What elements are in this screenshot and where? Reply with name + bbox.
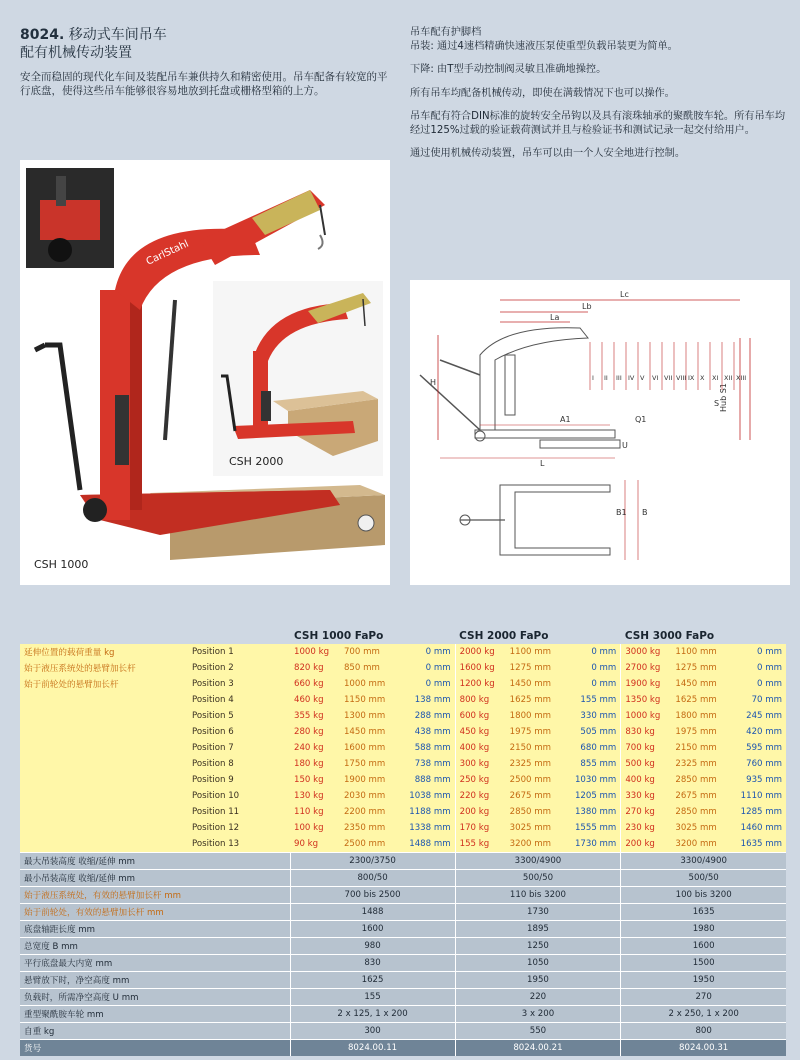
reach-mm: 1800 mm — [506, 708, 563, 724]
spec-value: 1950 — [621, 972, 786, 989]
front-reach-mm: 1038 mm — [397, 788, 455, 804]
spec-value: 3300/4900 — [621, 853, 786, 870]
reach-mm: 2350 mm — [340, 820, 397, 836]
pos-roman-2: II — [604, 374, 608, 382]
spec-label: 重型聚酰胺车轮 mm — [20, 1006, 290, 1023]
dim-hub: Hub S1 — [719, 383, 728, 412]
spec-value: 300 — [290, 1023, 455, 1040]
row-description — [20, 692, 188, 708]
label-csh-1000: CSH 1000 — [34, 558, 89, 571]
front-reach-mm: 1555 mm — [563, 820, 621, 836]
position-label: Position 3 — [188, 676, 290, 692]
reach-mm: 1450 mm — [671, 676, 728, 692]
front-reach-mm: 0 mm — [729, 644, 786, 660]
spec-row — [20, 921, 786, 938]
load-kg: 150 kg — [290, 772, 340, 788]
inset-photo — [212, 280, 384, 477]
pos-roman-9: IX — [688, 374, 695, 382]
reach-mm: 2150 mm — [506, 740, 563, 756]
table-row — [20, 676, 786, 692]
row-description — [20, 804, 188, 820]
table-row — [20, 740, 786, 756]
dim-b: B — [642, 508, 648, 517]
front-reach-mm: 0 mm — [397, 644, 455, 660]
dim-lc: Lc — [620, 290, 629, 299]
front-reach-mm: 505 mm — [563, 724, 621, 740]
spec-value: 1625 — [290, 972, 455, 989]
spec-row — [20, 955, 786, 972]
spec-row — [20, 904, 786, 921]
spec-label: 始于液压系统处，有效的悬臂加长杆 mm — [20, 887, 290, 904]
load-kg: 820 kg — [290, 660, 340, 676]
load-kg: 2000 kg — [455, 644, 506, 660]
position-label: Position 8 — [188, 756, 290, 772]
header-spacer — [20, 628, 290, 644]
reach-mm: 2150 mm — [671, 740, 728, 756]
reach-mm: 2200 mm — [340, 804, 397, 820]
front-reach-mm: 680 mm — [563, 740, 621, 756]
load-kg: 1200 kg — [455, 676, 506, 692]
reach-mm: 2850 mm — [671, 772, 728, 788]
spec-row — [20, 870, 786, 887]
load-kg: 600 kg — [455, 708, 506, 724]
reach-mm: 1100 mm — [671, 644, 728, 660]
front-reach-mm: 420 mm — [729, 724, 786, 740]
reach-mm: 1600 mm — [340, 740, 397, 756]
front-reach-mm: 0 mm — [729, 676, 786, 692]
table-row — [20, 756, 786, 772]
spec-value: 1730 — [455, 904, 621, 921]
front-reach-mm: 330 mm — [563, 708, 621, 724]
reach-mm: 1975 mm — [506, 724, 563, 740]
spec-label: 负载时，所需净空高度 U mm — [20, 989, 290, 1006]
pos-roman-13: XIII — [736, 374, 747, 382]
position-label: Position 9 — [188, 772, 290, 788]
dim-l: L — [540, 459, 545, 468]
load-kg: 110 kg — [290, 804, 340, 820]
front-reach-mm: 595 mm — [729, 740, 786, 756]
front-reach-mm: 1188 mm — [397, 804, 455, 820]
spec-value: 270 — [621, 989, 786, 1006]
spec-value: 1500 — [621, 955, 786, 972]
load-kg: 400 kg — [621, 772, 672, 788]
load-kg: 1000 kg — [621, 708, 672, 724]
spec-value: 1050 — [455, 955, 621, 972]
dim-b1: B1 — [616, 508, 627, 517]
table-row — [20, 644, 786, 660]
spec-label: 平行底盘最大内宽 mm — [20, 955, 290, 972]
load-kg: 1350 kg — [621, 692, 672, 708]
feature-p1-l2: 吊装: 通过4速档精确快速液压泵使重型负载吊装更为简单。 — [410, 40, 678, 52]
spec-row — [20, 1023, 786, 1040]
front-reach-mm: 0 mm — [397, 660, 455, 676]
position-label: Position 6 — [188, 724, 290, 740]
reach-mm: 1275 mm — [671, 660, 728, 676]
front-reach-mm: 245 mm — [729, 708, 786, 724]
load-kg: 90 kg — [290, 836, 340, 853]
spec-value: 500/50 — [621, 870, 786, 887]
spec-value: 8024.00.21 — [455, 1040, 621, 1057]
reach-mm: 2850 mm — [506, 804, 563, 820]
spec-value: 155 — [290, 989, 455, 1006]
spec-value: 1895 — [455, 921, 621, 938]
dim-lb: Lb — [582, 302, 592, 311]
front-reach-mm: 1205 mm — [563, 788, 621, 804]
technical-drawing — [410, 280, 790, 585]
front-reach-mm: 738 mm — [397, 756, 455, 772]
row-description: 始于液压系统处的悬臂加长杆 — [20, 660, 188, 676]
reach-mm: 1000 mm — [340, 676, 397, 692]
spec-value: 3300/4900 — [455, 853, 621, 870]
load-kg: 180 kg — [290, 756, 340, 772]
front-reach-mm: 1380 mm — [563, 804, 621, 820]
front-reach-mm: 760 mm — [729, 756, 786, 772]
spec-value: 1250 — [455, 938, 621, 955]
spec-value: 1980 — [621, 921, 786, 938]
table-row — [20, 724, 786, 740]
table-row — [20, 788, 786, 804]
spec-value: 1950 — [455, 972, 621, 989]
spec-value: 1600 — [290, 921, 455, 938]
load-kg: 460 kg — [290, 692, 340, 708]
reach-mm: 2850 mm — [671, 804, 728, 820]
front-reach-mm: 588 mm — [397, 740, 455, 756]
front-reach-mm: 1030 mm — [563, 772, 621, 788]
spec-value: 830 — [290, 955, 455, 972]
load-kg: 500 kg — [621, 756, 672, 772]
row-description — [20, 836, 188, 853]
pos-roman-3: III — [616, 374, 622, 382]
front-reach-mm: 1730 mm — [563, 836, 621, 853]
spec-value: 110 bis 3200 — [455, 887, 621, 904]
reach-mm: 1300 mm — [340, 708, 397, 724]
spec-row — [20, 972, 786, 989]
front-reach-mm: 1635 mm — [729, 836, 786, 853]
position-label: Position 13 — [188, 836, 290, 853]
spec-value: 3 x 200 — [455, 1006, 621, 1023]
spec-value: 1635 — [621, 904, 786, 921]
load-kg: 830 kg — [621, 724, 672, 740]
table-row — [20, 804, 786, 820]
load-kg: 450 kg — [455, 724, 506, 740]
reach-mm: 3025 mm — [506, 820, 563, 836]
spec-label: 底盘轴距长度 mm — [20, 921, 290, 938]
spec-value: 800 — [621, 1023, 786, 1040]
dim-a1: A1 — [560, 415, 571, 424]
pos-roman-6: VI — [652, 374, 659, 382]
front-reach-mm: 1285 mm — [729, 804, 786, 820]
table-row — [20, 660, 786, 676]
load-kg: 170 kg — [455, 820, 506, 836]
reach-mm: 1900 mm — [340, 772, 397, 788]
position-label: Position 1 — [188, 644, 290, 660]
spec-value: 2 x 125, 1 x 200 — [290, 1006, 455, 1023]
reach-mm: 1150 mm — [340, 692, 397, 708]
dim-h: H — [430, 378, 437, 387]
load-kg: 300 kg — [455, 756, 506, 772]
spec-row — [20, 1006, 786, 1023]
spec-row — [20, 989, 786, 1006]
load-kg: 240 kg — [290, 740, 340, 756]
row-description: 延伸位置的载荷重量 kg — [20, 644, 188, 660]
row-description — [20, 740, 188, 756]
table-row — [20, 692, 786, 708]
feature-p3: 所有吊车均配备机械传动，即使在满载情况下也可以操作。 — [410, 87, 675, 99]
spec-value: 980 — [290, 938, 455, 955]
row-description — [20, 788, 188, 804]
front-reach-mm: 1110 mm — [729, 788, 786, 804]
reach-mm: 1975 mm — [671, 724, 728, 740]
pos-roman-7: VII — [664, 374, 673, 382]
load-kg: 1000 kg — [290, 644, 340, 660]
row-description — [20, 708, 188, 724]
spec-label: 悬臂放下时，净空高度 mm — [20, 972, 290, 989]
position-label: Position 7 — [188, 740, 290, 756]
dim-q1: Q1 — [635, 415, 647, 424]
reach-mm: 2325 mm — [671, 756, 728, 772]
reach-mm: 2325 mm — [506, 756, 563, 772]
spec-value: 700 bis 2500 — [290, 887, 455, 904]
brand-label: CarlStahl — [144, 238, 191, 268]
crane-small-illustration — [213, 281, 383, 476]
reach-mm: 3025 mm — [671, 820, 728, 836]
spec-row — [20, 1040, 786, 1057]
load-kg: 1900 kg — [621, 676, 672, 692]
position-label: Position 5 — [188, 708, 290, 724]
front-reach-mm: 288 mm — [397, 708, 455, 724]
page-title — [20, 26, 167, 62]
front-reach-mm: 1488 mm — [397, 836, 455, 853]
position-label: Position 2 — [188, 660, 290, 676]
spec-row — [20, 938, 786, 955]
pos-roman-8: VIII — [676, 374, 687, 382]
dim-u: U — [622, 441, 628, 450]
spec-value: 800/50 — [290, 870, 455, 887]
position-label: Position 4 — [188, 692, 290, 708]
row-description — [20, 724, 188, 740]
intro-text: 安全而稳固的现代化车间及装配吊车兼供持久和精密使用。吊车配备有较宽的平行底盘，使得这些吊车能够很容易地放到托盘或栅格型箱的上方。 — [20, 71, 388, 97]
load-kg: 800 kg — [455, 692, 506, 708]
front-reach-mm: 138 mm — [397, 692, 455, 708]
table-row — [20, 820, 786, 836]
reach-mm: 1100 mm — [506, 644, 563, 660]
spec-value: 2300/3750 — [290, 853, 455, 870]
table-row — [20, 708, 786, 724]
load-kg: 200 kg — [455, 804, 506, 820]
reach-mm: 2675 mm — [671, 788, 728, 804]
spec-label: 最大吊装高度 收缩/延伸 mm — [20, 853, 290, 870]
feature-p2: 下降: 由T型手动控制阀灵敏且准确地操控。 — [410, 64, 607, 75]
load-kg: 660 kg — [290, 676, 340, 692]
front-reach-mm: 855 mm — [563, 756, 621, 772]
load-kg: 200 kg — [621, 836, 672, 853]
spec-label: 自重 kg — [20, 1023, 290, 1040]
dim-s: S — [714, 399, 720, 408]
spec-label: 始于前轮处，有效的悬臂加长杆 mm — [20, 904, 290, 921]
position-label: Position 10 — [188, 788, 290, 804]
reach-mm: 850 mm — [340, 660, 397, 676]
dim-la: La — [550, 313, 560, 322]
spec-label: 货号 — [20, 1040, 290, 1057]
spec-row — [20, 887, 786, 904]
spec-table — [20, 628, 786, 1056]
reach-mm: 2030 mm — [340, 788, 397, 804]
reach-mm: 2500 mm — [340, 836, 397, 853]
reach-mm: 1800 mm — [671, 708, 728, 724]
spec-value: 8024.00.31 — [621, 1040, 786, 1057]
reach-mm: 1275 mm — [506, 660, 563, 676]
position-label: Position 12 — [188, 820, 290, 836]
spec-value: 1600 — [621, 938, 786, 955]
row-description — [20, 772, 188, 788]
feature-text — [410, 26, 790, 171]
front-reach-mm: 438 mm — [397, 724, 455, 740]
pos-roman-4: IV — [628, 374, 635, 382]
table-header — [20, 628, 786, 644]
load-kg: 100 kg — [290, 820, 340, 836]
front-reach-mm: 0 mm — [563, 676, 621, 692]
front-reach-mm: 0 mm — [563, 660, 621, 676]
model-header: CSH 3000 FaPo — [624, 630, 715, 642]
row-description: 始于前轮处的悬臂加长杆 — [20, 676, 188, 692]
label-csh-2000: CSH 2000 — [229, 455, 284, 468]
pos-roman-1: I — [592, 374, 594, 382]
reach-mm: 1625 mm — [671, 692, 728, 708]
reach-mm: 1450 mm — [506, 676, 563, 692]
feature-p5: 通过使用机械传动装置，吊车可以由一个人安全地进行控制。 — [410, 148, 686, 159]
load-kg: 155 kg — [455, 836, 506, 853]
model-header: CSH 2000 FaPo — [459, 630, 549, 642]
product-code: 8024. — [20, 27, 65, 43]
spec-value: 1488 — [290, 904, 455, 921]
front-reach-mm: 888 mm — [397, 772, 455, 788]
spec-value: 100 bis 3200 — [621, 887, 786, 904]
spec-label: 最小吊装高度 收缩/延伸 mm — [20, 870, 290, 887]
spec-label: 总宽度 B mm — [20, 938, 290, 955]
load-kg: 2700 kg — [621, 660, 672, 676]
load-kg: 270 kg — [621, 804, 672, 820]
load-kg: 700 kg — [621, 740, 672, 756]
load-kg: 1600 kg — [455, 660, 506, 676]
title-line1: 移动式车间吊车 — [68, 27, 167, 43]
pos-roman-12: XII — [724, 374, 733, 382]
front-reach-mm: 935 mm — [729, 772, 786, 788]
load-kg: 230 kg — [621, 820, 672, 836]
reach-mm: 3200 mm — [506, 836, 563, 853]
row-description — [20, 820, 188, 836]
load-kg: 400 kg — [455, 740, 506, 756]
spec-value: 220 — [455, 989, 621, 1006]
load-kg: 355 kg — [290, 708, 340, 724]
front-reach-mm: 1460 mm — [729, 820, 786, 836]
row-description — [20, 756, 188, 772]
spec-value: 8024.00.11 — [290, 1040, 455, 1057]
spec-value: 550 — [455, 1023, 621, 1040]
table-row — [20, 836, 786, 853]
pos-roman-5: V — [640, 374, 645, 382]
front-reach-mm: 0 mm — [397, 676, 455, 692]
load-kg: 330 kg — [621, 788, 672, 804]
front-reach-mm: 70 mm — [729, 692, 786, 708]
load-kg: 220 kg — [455, 788, 506, 804]
front-reach-mm: 1338 mm — [397, 820, 455, 836]
load-kg: 250 kg — [455, 772, 506, 788]
reach-mm: 2675 mm — [506, 788, 563, 804]
spec-row — [20, 853, 786, 870]
front-reach-mm: 155 mm — [563, 692, 621, 708]
spec-value: 2 x 250, 1 x 200 — [621, 1006, 786, 1023]
reach-mm: 700 mm — [340, 644, 397, 660]
pos-roman-10: X — [700, 374, 705, 382]
position-label: Position 11 — [188, 804, 290, 820]
spec-value: 500/50 — [455, 870, 621, 887]
load-kg: 3000 kg — [621, 644, 672, 660]
reach-mm: 2500 mm — [506, 772, 563, 788]
front-reach-mm: 0 mm — [729, 660, 786, 676]
reach-mm: 3200 mm — [671, 836, 728, 853]
feature-p4: 吊车配有符合DIN标准的旋转安全吊钩以及具有滚珠轴承的聚酰胺车轮。所有吊车均经过125%过载的验证载荷测试并且与检验证书和测试记录一起交付给用户。 — [410, 111, 786, 136]
title-line2: 配有机械传动装置 — [20, 45, 132, 61]
load-kg: 280 kg — [290, 724, 340, 740]
dimension-diagram — [410, 280, 790, 585]
model-header: CSH 1000 FaPo — [294, 630, 384, 642]
table-row — [20, 772, 786, 788]
load-kg: 130 kg — [290, 788, 340, 804]
reach-mm: 1450 mm — [340, 724, 397, 740]
front-reach-mm: 0 mm — [563, 644, 621, 660]
feature-p1-l1: 吊车配有护脚档 — [410, 27, 482, 38]
reach-mm: 1625 mm — [506, 692, 563, 708]
pos-roman-11: XI — [712, 374, 719, 382]
reach-mm: 1750 mm — [340, 756, 397, 772]
